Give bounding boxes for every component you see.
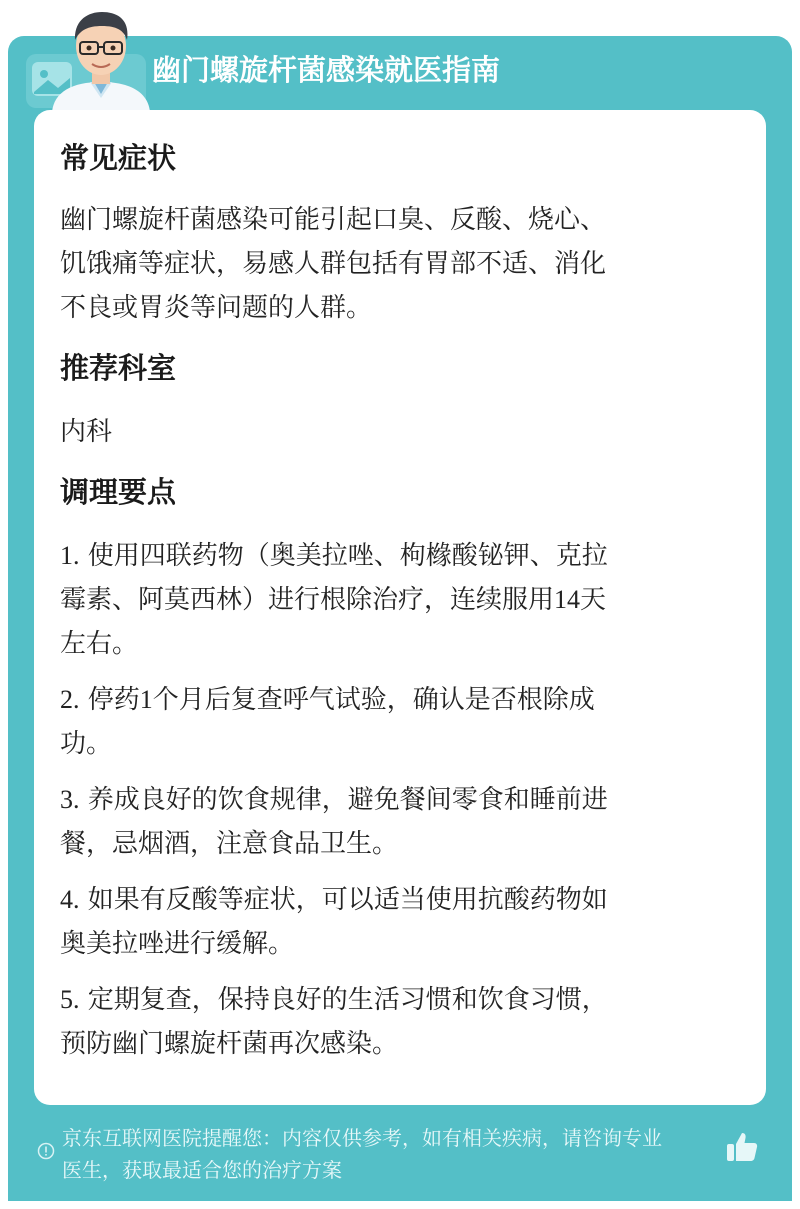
- care-item-1: [60, 534, 740, 666]
- symptoms-heading: 常见症状: [60, 141, 177, 175]
- care-heading: 调理要点: [60, 475, 177, 509]
- item-text: 预防幽门螺旋杆菌再次感染。: [60, 1029, 399, 1059]
- item-text: 如果有反酸等症状，可以适当使用抗酸药物如: [87, 885, 608, 915]
- item-text: 功。: [60, 729, 113, 759]
- item-text: 天: [580, 585, 607, 615]
- department-heading: 推荐科室: [60, 351, 177, 385]
- item-text: 养成良好的饮食规律，避免餐间零食和睡前进: [87, 785, 608, 815]
- item-text: 奥美拉唑进行缓解。: [60, 929, 295, 959]
- footer-line: 医生，获取最适合您的治疗方案: [62, 1158, 342, 1182]
- care-item-3: [60, 778, 740, 866]
- item-number-inline: 14: [554, 585, 581, 614]
- department-text: 内科: [60, 417, 113, 447]
- item-text: 定期复查，保持良好的生活习惯和饮食习惯，: [87, 985, 608, 1015]
- item-text: 霉素、阿莫西林）进行根除治疗，连续服用: [60, 585, 555, 615]
- item-number: 3.: [60, 785, 80, 814]
- care-item-4: [60, 878, 740, 966]
- info-icon: [37, 1142, 55, 1160]
- doctor-avatar-icon: [44, 6, 158, 112]
- item-text: 个月后复查呼气试验，确认是否根除成: [152, 685, 595, 715]
- item-number: 4.: [60, 885, 80, 914]
- care-item-2: [60, 678, 740, 766]
- item-text: 使用四联药物（奥美拉唑、枸橼酸铋钾、克拉: [87, 541, 608, 571]
- footer-disclaimer: [62, 1122, 732, 1186]
- item-text: 餐，忌烟酒，注意食品卫生。: [60, 829, 399, 859]
- item-number: 1.: [60, 541, 80, 570]
- thumbs-up-icon[interactable]: [724, 1129, 760, 1165]
- item-text: 停药: [87, 685, 140, 715]
- symptoms-line: 不良或胃炎等问题的人群。: [60, 293, 373, 323]
- item-text: 左右。: [60, 629, 139, 659]
- item-number: 2.: [60, 685, 80, 714]
- symptoms-line: 幽门螺旋杆菌感染可能引起口臭、反酸、烧心、: [60, 205, 607, 235]
- page-title: 幽门螺旋杆菌感染就医指南: [152, 53, 501, 87]
- symptoms-text: [60, 198, 740, 330]
- footer-line: 京东互联网医院提醒您：内容仅供参考，如有相关疾病，请咨询专业: [62, 1126, 662, 1150]
- item-number: 5.: [60, 985, 80, 1014]
- care-item-5: [60, 978, 740, 1066]
- symptoms-line: 饥饿痛等症状，易感人群包括有胃部不适、消化: [60, 249, 607, 279]
- item-number-inline: 1: [139, 685, 153, 714]
